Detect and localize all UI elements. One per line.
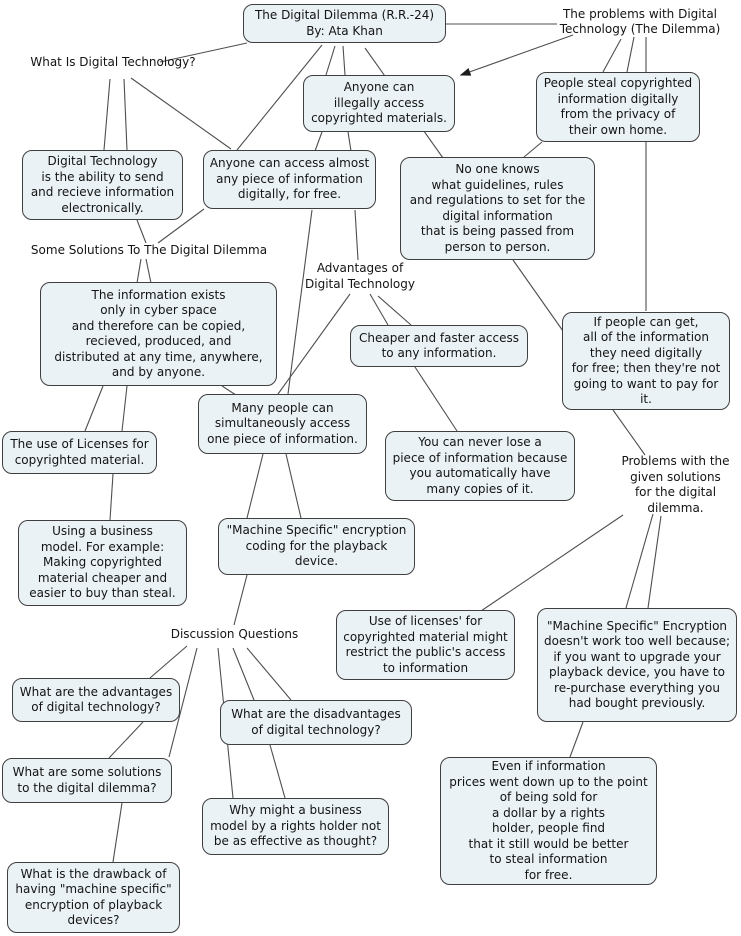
text-line: "Machine Specific" Encryption bbox=[546, 618, 728, 633]
text-line: illegally access bbox=[333, 95, 425, 110]
text-line: for free. bbox=[524, 867, 573, 882]
text-line: Even if information bbox=[491, 759, 606, 773]
edge-q-solutions-to-q-drawback bbox=[113, 803, 122, 862]
text-line: Making copyrighted bbox=[43, 555, 162, 570]
connecting-label-problems-label[interactable] bbox=[554, 6, 726, 38]
text-line: you automatically have bbox=[409, 466, 551, 480]
edge-no-one-knows-to-if-people bbox=[513, 260, 563, 331]
concept-box-q-business-model[interactable] bbox=[202, 798, 389, 855]
concept-box-access-almost[interactable] bbox=[203, 150, 376, 209]
text-line: What are the disadvantages bbox=[231, 707, 401, 721]
edge-problems-solutions-label-to-machine-encryption-problem bbox=[626, 514, 653, 608]
text-line: digitally, for free. bbox=[237, 187, 342, 202]
text-line: having "machine specific" bbox=[15, 882, 172, 896]
text-line: digital information bbox=[442, 208, 553, 223]
text-line: Using a business bbox=[52, 524, 153, 539]
text-line: it. bbox=[640, 392, 652, 406]
text-line: devices? bbox=[67, 913, 120, 927]
concept-box-digital-tech-def[interactable] bbox=[22, 150, 183, 220]
edge-cheaper-faster-to-never-lose bbox=[415, 367, 457, 431]
text-line: You can never lose a bbox=[418, 435, 542, 449]
text-line: playback device, you have to bbox=[549, 665, 725, 679]
concept-box-info-exists[interactable] bbox=[40, 282, 277, 386]
concept-box-q-solutions[interactable] bbox=[2, 758, 172, 803]
concept-box-illegally-access[interactable] bbox=[303, 75, 455, 132]
concept-box-even-if[interactable] bbox=[440, 757, 657, 885]
text-line: and regulations to set for the bbox=[409, 193, 586, 207]
text-line: going to want to pay for bbox=[573, 376, 719, 391]
text-line: a dollar by a rights bbox=[491, 805, 606, 820]
concept-box-q-drawback[interactable] bbox=[7, 862, 180, 933]
text-line: and therefore can be copied, bbox=[71, 318, 246, 333]
text-line: distributed at any time, anywhere, bbox=[54, 349, 263, 364]
text-line: Cheaper and faster access bbox=[359, 330, 519, 345]
text-line: What is the drawback of bbox=[20, 866, 167, 881]
edge-machine-coding-to-discussion-label bbox=[234, 575, 247, 625]
text-line: what guidelines, rules bbox=[431, 177, 564, 192]
text-line: Problems with the bbox=[621, 454, 730, 468]
text-line: "Machine Specific" encryption bbox=[226, 523, 407, 538]
text-line: to information bbox=[382, 660, 469, 675]
text-line: only in cyber space bbox=[100, 303, 217, 317]
edge-info-exists-to-use-licenses bbox=[122, 386, 127, 431]
text-line: People steal copyrighted bbox=[543, 76, 693, 90]
edge-discussion-label-to-q-disadvantages bbox=[247, 648, 291, 700]
text-line: of digital technology? bbox=[251, 722, 381, 737]
text-line: given solutions bbox=[630, 469, 721, 484]
text-line: Digital Technology bbox=[305, 276, 415, 291]
edge-access-almost-to-advantages-label bbox=[355, 210, 358, 260]
text-line: and by anyone. bbox=[111, 365, 206, 379]
edge-machine-encryption-problem-to-even-if bbox=[570, 722, 583, 757]
edge-what-is-label-to-digital-tech-def bbox=[124, 79, 127, 150]
edge-problems-label-to-people-steal bbox=[603, 39, 621, 72]
connecting-label-advantages-label[interactable] bbox=[300, 260, 420, 293]
text-line: that it still would be better bbox=[468, 836, 629, 851]
text-line: simultaneously access bbox=[214, 416, 351, 431]
concept-box-use-licenses[interactable] bbox=[2, 431, 157, 474]
text-line: Discussion Questions bbox=[170, 627, 299, 642]
edge-what-is-label-to-digital-tech-def bbox=[104, 79, 110, 150]
text-line: dilemma. bbox=[647, 500, 704, 515]
concept-box-cheaper-faster[interactable] bbox=[350, 325, 528, 367]
concept-box-no-one-knows[interactable] bbox=[400, 157, 595, 260]
text-line: Some Solutions To The Digital Dilemma bbox=[30, 243, 268, 258]
text-line: model by a rights holder not bbox=[210, 818, 381, 833]
text-line: prices went down up to the point bbox=[449, 774, 648, 789]
text-line: What are some solutions bbox=[12, 765, 162, 779]
concept-box-people-steal[interactable] bbox=[536, 72, 700, 142]
concept-box-many-people[interactable] bbox=[198, 394, 367, 454]
text-line: Technology (The Dilemma) bbox=[559, 22, 721, 36]
edge-problems-label-to-illegally-access bbox=[461, 35, 573, 75]
text-line: The Digital Dilemma (R.R.-24) bbox=[254, 8, 435, 22]
text-line: for free; then they're not bbox=[571, 361, 721, 375]
text-line: person to person. bbox=[444, 239, 551, 254]
text-line: for the digital bbox=[634, 485, 717, 499]
text-line: information digitally bbox=[557, 91, 679, 106]
edge-illegally-access-to-access-almost bbox=[315, 132, 322, 151]
concept-box-machine-coding[interactable] bbox=[218, 518, 415, 575]
concept-box-q-advantages[interactable] bbox=[12, 678, 180, 722]
concept-box-machine-encryption-problem[interactable] bbox=[537, 608, 737, 722]
edge-title-to-illegally-access bbox=[343, 46, 345, 75]
connecting-label-discussion-label[interactable] bbox=[167, 625, 302, 645]
text-line: and recieve information bbox=[30, 185, 175, 199]
text-line: model. For example: bbox=[40, 539, 165, 554]
edge-solutions-label-to-info-exists bbox=[146, 259, 151, 283]
connecting-label-solutions-label[interactable] bbox=[27, 242, 271, 260]
text-line: re-purchase everything you bbox=[554, 680, 720, 695]
text-line: material cheaper and bbox=[37, 570, 168, 585]
text-line: device. bbox=[294, 554, 339, 569]
edge-problems-solutions-label-to-machine-encryption-problem bbox=[648, 516, 661, 608]
edge-illegally-access-to-access-almost bbox=[348, 132, 351, 151]
text-line: of being sold for bbox=[499, 790, 598, 804]
edge-many-people-to-machine-coding bbox=[247, 454, 263, 518]
text-line: of digital technology? bbox=[31, 700, 161, 714]
text-line: that is being passed from bbox=[420, 224, 575, 238]
text-line: If people can get, bbox=[593, 314, 699, 329]
text-line: copyrighted material. bbox=[14, 452, 145, 467]
text-line: be as effective as thought? bbox=[213, 834, 378, 849]
edge-digital-tech-def-to-solutions-label bbox=[137, 220, 146, 243]
text-line: Anyone can access almost bbox=[209, 156, 370, 171]
edge-q-disadvantages-to-q-business-model bbox=[270, 745, 285, 798]
text-line: Digital Technology bbox=[47, 154, 158, 168]
text-line: Why might a business bbox=[229, 803, 362, 818]
text-line: all of the information bbox=[583, 330, 709, 344]
text-line: Advantages of bbox=[316, 261, 404, 275]
text-line: What are the advantages bbox=[19, 684, 173, 699]
text-line: one piece of information. bbox=[207, 431, 358, 446]
text-line: to steal information bbox=[489, 852, 608, 866]
edge-solutions-label-to-info-exists bbox=[137, 259, 141, 283]
text-line: recieved, produced, and bbox=[85, 334, 232, 348]
text-line: The information exists bbox=[91, 287, 226, 302]
concept-box-q-disadvantages[interactable] bbox=[220, 700, 412, 745]
edge-problems-label-to-people-steal bbox=[627, 37, 634, 72]
edge-discussion-label-to-q-disadvantages bbox=[233, 648, 254, 700]
concept-box-never-lose[interactable] bbox=[385, 431, 575, 501]
edge-if-people-to-problems-solutions-label bbox=[613, 410, 645, 455]
text-line: Use of licenses' for bbox=[368, 614, 483, 628]
text-line: copyrighted materials. bbox=[311, 111, 447, 126]
text-line: What Is Digital Technology? bbox=[30, 55, 196, 70]
edge-what-is-label-to-access-almost bbox=[131, 78, 231, 149]
edge-advantages-label-to-cheaper-faster bbox=[378, 296, 411, 325]
text-line: to any information. bbox=[381, 346, 497, 360]
text-line: had bought previously. bbox=[568, 696, 706, 710]
text-line: is the ability to send bbox=[41, 169, 164, 184]
edge-use-licenses-to-business-model bbox=[110, 474, 113, 520]
text-line: The problems with Digital bbox=[562, 6, 718, 21]
text-line: to the digital dilemma? bbox=[17, 780, 157, 795]
edge-problems-solutions-label-to-licenses-restrict bbox=[481, 515, 623, 611]
edge-access-almost-to-many-people bbox=[288, 210, 312, 394]
text-line: if you want to upgrade your bbox=[553, 649, 721, 664]
text-line: restrict the public's access bbox=[345, 645, 506, 659]
connecting-label-what-is-label[interactable] bbox=[24, 53, 202, 73]
edge-people-steal-to-no-one-knows bbox=[524, 142, 542, 157]
text-line: Many people can bbox=[231, 400, 334, 415]
text-line: holder, people find bbox=[491, 821, 606, 835]
edge-discussion-label-to-q-advantages bbox=[150, 646, 187, 678]
edge-q-advantages-to-q-solutions bbox=[109, 722, 143, 758]
text-line: Anyone can bbox=[343, 80, 415, 95]
text-line: many copies of it. bbox=[426, 481, 534, 496]
text-line: any piece of information bbox=[216, 171, 363, 186]
text-line: By: Ata Khan bbox=[306, 23, 383, 38]
text-line: copyrighted material might bbox=[343, 629, 508, 644]
edge-advantages-label-to-cheaper-faster bbox=[370, 294, 388, 325]
concept-box-licenses-restrict[interactable] bbox=[336, 610, 515, 680]
text-line: doesn't work too well because; bbox=[544, 634, 730, 648]
connecting-label-problems-solutions-label[interactable] bbox=[610, 453, 741, 517]
text-line: easier to buy than steal. bbox=[29, 586, 176, 601]
edge-advantages-label-to-many-people bbox=[278, 294, 350, 394]
text-line: coding for the playback bbox=[245, 538, 388, 553]
text-line: The use of Licenses for bbox=[10, 437, 149, 451]
edge-title-to-illegally-access bbox=[326, 46, 335, 75]
text-line: their own home. bbox=[568, 122, 668, 137]
concept-box-if-people[interactable] bbox=[562, 312, 730, 410]
text-line: electronically. bbox=[61, 200, 144, 215]
text-line: piece of information because bbox=[392, 450, 568, 465]
edge-many-people-to-machine-coding bbox=[286, 454, 301, 518]
edge-info-exists-to-use-licenses bbox=[85, 386, 103, 431]
concept-box-business-model[interactable] bbox=[18, 520, 187, 606]
concept-box-title[interactable] bbox=[243, 4, 446, 43]
text-line: they need digitally bbox=[589, 345, 703, 360]
text-line: encryption of playback bbox=[24, 897, 163, 912]
text-line: No one knows bbox=[455, 162, 540, 176]
text-line: from the privacy of bbox=[560, 107, 676, 121]
